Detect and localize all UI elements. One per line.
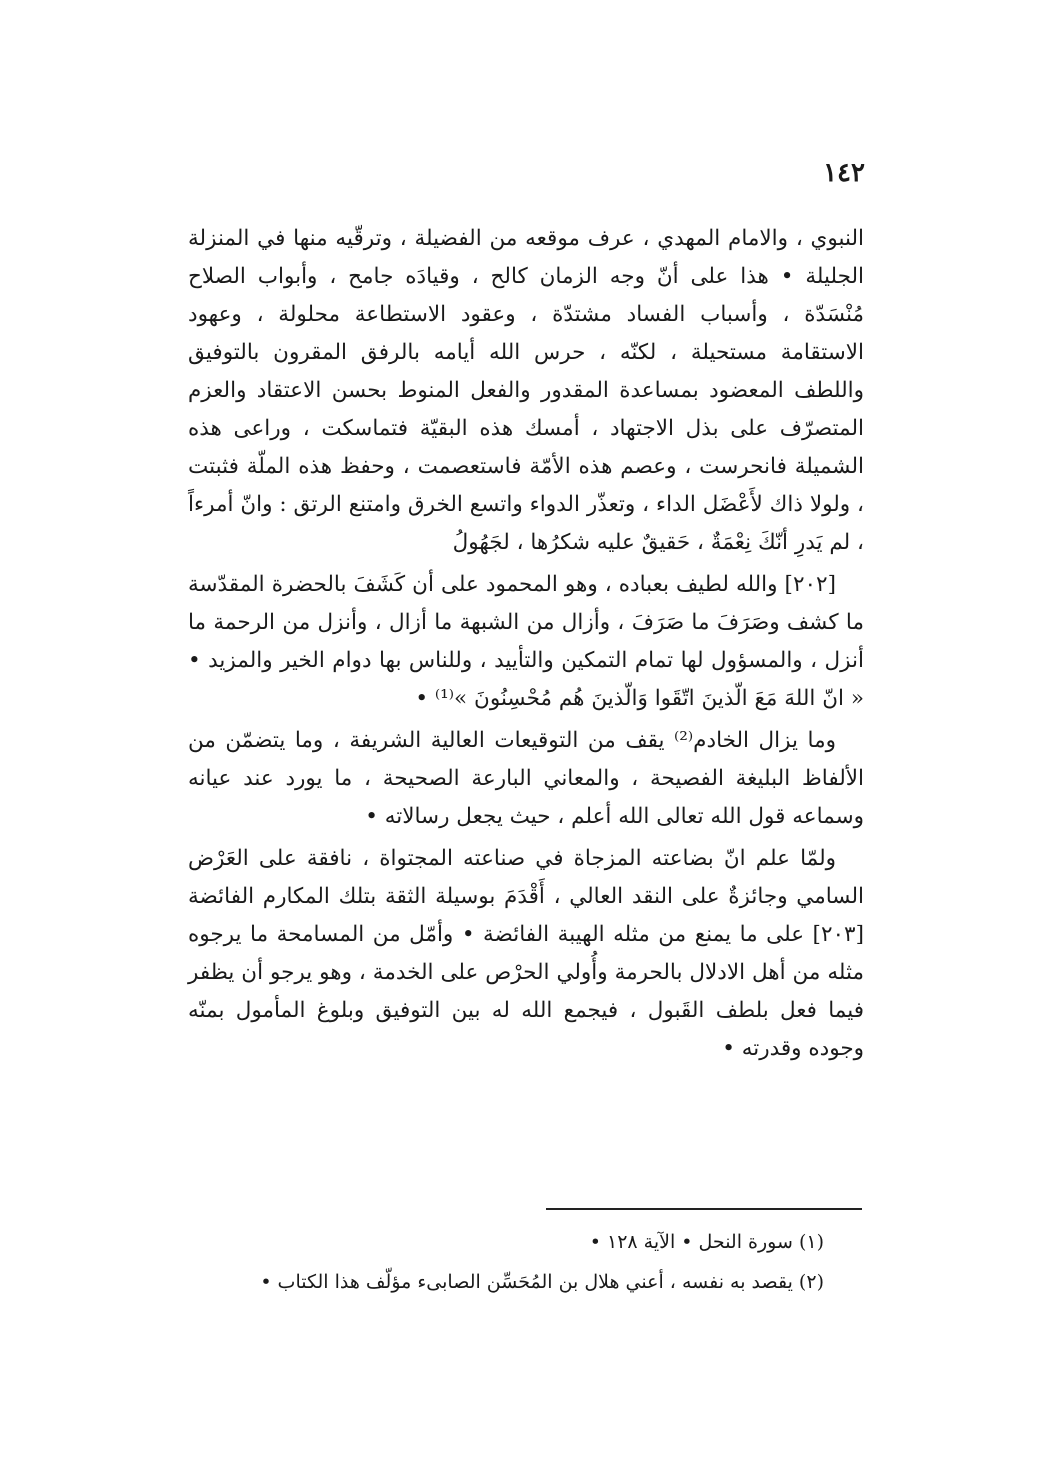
footnote: (١) سورة النحل • الآية ١٢٨ • [589, 1231, 824, 1253]
paragraph: [٢٠٢] والله لطيف بعباده ، وهو المحمود على أن كَشَفَ بالحضرة المقدّسة ما كشف وصَرَفَ ما صَرَفَ ، وأزال من الشبهة ما أزال ، وأنزل من الرحمة ما أنزل ، والمسؤول لها تمام التمكين والتأييد ، وللناس بها دوام الخير والمزيد • « انّ اللهَ مَعَ الّذينَ اتّقَوا وَالّذينَ هُم مُحْسِنُونَ »⁽¹⁾ • [188, 572, 864, 711]
paragraph: ولمّا علم انّ بضاعته المزجاة في صناعته المجتواة ، نافقة على العَرْض السامي وجائزةٌ على النقد العالي ، أَقْدَمَ بوسيلة الثقة بتلك المكارم الفائضة [٢٠٣] على ما يمنع من مثله الهيبة الفائضة • وأمّل من المسامحة ما يرجوه مثله من أهل الادلال بالحرمة وأُولي الحرْص على الخدمة ، وهو يرجو أن يظفر فيما فعل بلطف القَبول ، فيجمع الله له بين التوفيق وبلوغ المأمول بمنّه وجوده وقدرته • [188, 846, 864, 1061]
page-number: ١٤٢ [823, 158, 865, 188]
footnotes [188, 1226, 864, 1306]
paragraph: النبوي ، والامام المهدي ، عرف موقعه من الفضيلة ، وترقّيه منها في المنزلة الجليلة • هذا على أنّ وجه الزمان كالح ، وقيادَه جامح ، وأبواب الصلاح مُنْسَدّة ، وأسباب الفساد مشتدّة ، وعقود الاستطاعة محلولة ، وعهود الاستقامة مستحيلة ، لكنّه ، حرس الله أيامه بالرفق المقرون بالتوفيق واللطف المعضود بمساعدة المقدور والفعل المنوط بحسن الاعتقاد والعزم المتصرّف على بذل الاجتهاد ، أمسك هذه البقيّة فتماسكت ، وراعى هذه الشميلة فانحرست ، وعصم هذه الأمّة فاستعصمت ، وحفظ هذه الملّة فثبتت ، ولولا ذاك لأَعْضَل الداء ، وتعذّر الدواء واتسع الخرق وامتنع الرتق : وانّ أمرءاً ، لم يَدرِ أنّكَ نِعْمَةٌ ، حَقيقٌ عليه شكرُها ، لجَهُولُ [188, 226, 864, 555]
paragraph: وما يزال الخادم⁽²⁾ يقف من التوقيعات العالية الشريفة ، وما يتضمّن من الألفاظ البليغة الفصيحة ، والمعاني البارعة الصحيحة ، ما يورد عند عيانه وسماعه قول الله تعالى الله أعلم ، حيث يجعل رسالاته • [188, 728, 864, 829]
footnote-divider [546, 1208, 862, 1210]
footnote: (٢) يقصد به نفسه ، أعني هلال بن المُحَسِّن الصابىء مؤلّف هذا الكتاب • [260, 1271, 824, 1293]
main-text [188, 220, 864, 1068]
